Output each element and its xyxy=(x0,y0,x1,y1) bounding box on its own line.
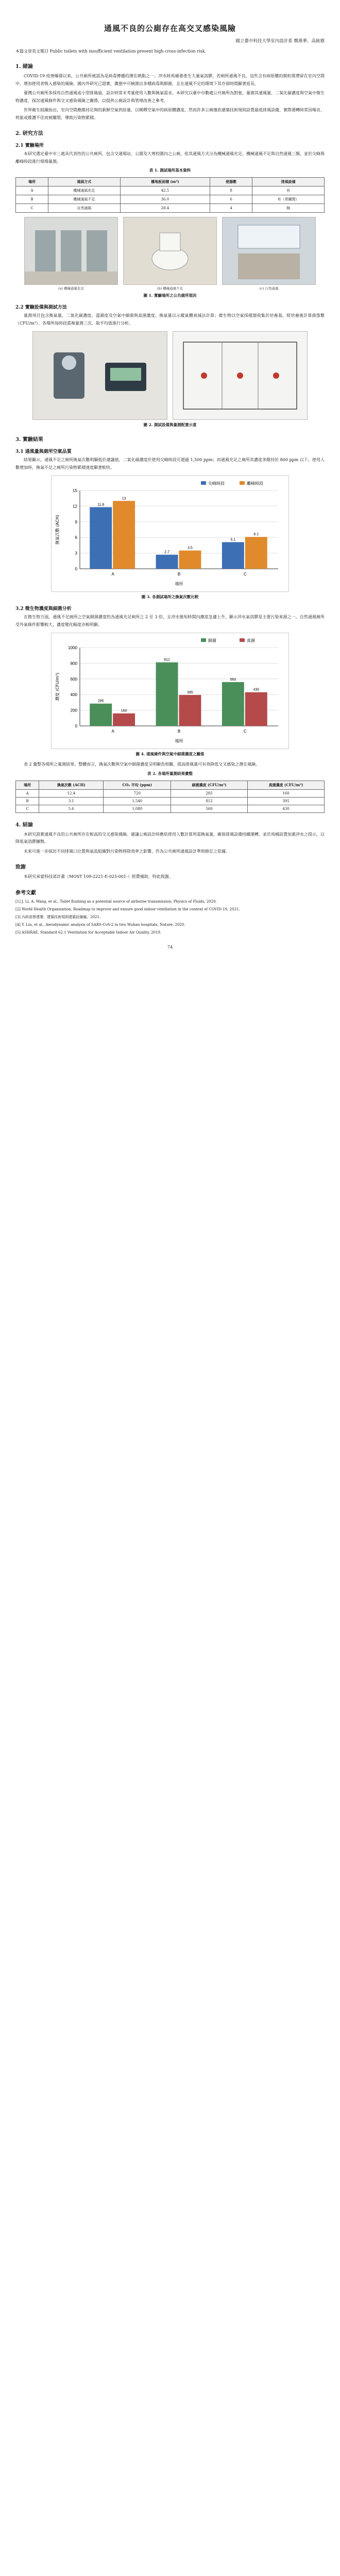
table-cell: 1,080 xyxy=(104,805,171,812)
table-header-cell: 通風方式 xyxy=(48,178,121,187)
paragraph: COVID-19 疫情爆發以來，公共廁所被認為是病毒傳播的潛在熱點之一。沖水時馬桶會產生大量氣溶膠，若廁所通風不良，這些含有病原體的微粒將滯留在室內空間中，增加使用者吸入感染的風險。國內外研究已證實，糞便中可檢測出多種病毒與細菌，且在通風不足的環境下其存留時間顯著延長。 xyxy=(15,74,325,86)
section-heading: 1. 緒論 xyxy=(15,64,33,70)
legend-label: 離峰時段 xyxy=(247,481,263,486)
bar xyxy=(90,507,112,569)
section-heading: 3. 實驗結果 xyxy=(15,437,43,443)
floor-plan-icon xyxy=(173,332,307,419)
data-label: 6.1 xyxy=(253,533,259,537)
y-tick-label: 15 xyxy=(73,488,77,493)
table-row xyxy=(16,204,325,213)
figure-2 xyxy=(15,331,325,428)
data-label: 11.8 xyxy=(97,503,105,507)
paragraph: 本研究選定臺中市三處具代表性的公共廁所，包含交通場站、公園及大專校園內之公廁，依其通風方式分為機械通風充足、機械通風不足與自然通風三類，並於尖峰與離峰時段進行現場量測。 xyxy=(15,151,325,164)
table-header-cell: 排風設備 xyxy=(252,178,325,187)
paper-title: 通風不良的公廁存在高交叉感染風險 xyxy=(104,24,236,33)
y-tick-label: 0 xyxy=(75,724,77,728)
x-axis-label: 場所 xyxy=(175,739,183,743)
figure-sub-caption: (b) 機械通風不足 xyxy=(157,286,183,291)
x-tick-label: C xyxy=(243,729,247,734)
y-tick-label: 9 xyxy=(75,519,77,524)
measurement-layout xyxy=(173,331,308,420)
legend-label: 尖峰時段 xyxy=(208,481,225,486)
reference-item: [2] World Health Organization, Roadmap to improve and ensure good indoor ventilation in the context of COVID-19, 2021. xyxy=(15,907,240,911)
bar xyxy=(179,551,201,569)
table-cell: 42.5 xyxy=(120,187,210,195)
bar xyxy=(113,714,135,726)
table-cell: A xyxy=(16,789,39,797)
paragraph: 臺灣公共廁所多採用自然通風或小型排風扇，設計時常未考量使用人數與換氣需求。本研究以臺中市數處公共廁所為對象，量測其通風量、二氧化碳濃度與空氣中微生物濃度，探討通風條件與交叉感染風險之關係，以提供公廁設計與管理改善之參考。 xyxy=(15,91,325,103)
data-label: 5.1 xyxy=(230,538,236,542)
paragraph: 本研究證實通風不良的公共廁所存在較高的交叉感染風險。建議公廁設計時應依使用人數計算所需換氣量，確保排風設備持續運轉，並於馬桶設置加蓋沖水之提示，以降低氣溶膠擴散。 xyxy=(15,832,325,844)
table-header-cell: CO₂ 平均 (ppm) xyxy=(104,781,171,789)
table-cell: 160 xyxy=(248,789,325,797)
paragraph: 在微生物方面，通風不足廁所之空氣細菌濃度約為通風充足廁所之 2 至 3 倍，且沖水後短時間內濃度急遽上升，顯示沖水氣溶膠是主要污染來源之一。自然通風廁所受外氣條件影響較大，濃度變化幅度亦較明顯。 xyxy=(15,615,325,627)
legend-swatch xyxy=(201,638,206,642)
restroom-icon xyxy=(25,217,117,284)
table-cell: 4 xyxy=(210,204,252,213)
bacteria-bar-chart xyxy=(52,633,288,747)
table-cell: 430 xyxy=(248,805,325,812)
y-axis-label: 換氣次數 (ACH) xyxy=(55,515,60,545)
table-header-cell: 真菌濃度 (CFU/m³) xyxy=(248,781,325,789)
figure-caption: 圖 2. 測試設備與量測配置示意 xyxy=(143,422,197,427)
data-label: 285 xyxy=(97,699,104,703)
y-tick-label: 200 xyxy=(70,708,77,713)
x-tick-label: A xyxy=(111,729,114,734)
subsection-heading: 3.2 微生物濃度與細菌分析 xyxy=(15,606,72,612)
table-cell: B xyxy=(16,195,48,204)
table-cell: 812 xyxy=(171,797,248,805)
toilet-photo-c xyxy=(222,217,316,285)
table-cell: 12.4 xyxy=(39,789,104,797)
table-cell: 無 xyxy=(252,204,325,213)
table-cell: A xyxy=(16,187,48,195)
table-cell: 8 xyxy=(210,187,252,195)
section-heading: 致謝 xyxy=(15,865,26,870)
section-heading: 2. 研究方法 xyxy=(15,131,43,137)
table-header-cell: 便器數 xyxy=(210,178,252,187)
results-table xyxy=(15,781,325,813)
table-row xyxy=(16,187,325,195)
data-label: 2.7 xyxy=(164,550,169,554)
restroom-icon xyxy=(124,217,216,284)
toilet-photo-a xyxy=(24,217,118,285)
figure-4 xyxy=(15,633,325,757)
bar xyxy=(222,682,244,726)
y-tick-label: 3 xyxy=(75,551,77,556)
equipment-photo xyxy=(32,331,167,420)
figure-sub-caption: (c) 自然通風 xyxy=(259,286,279,291)
x-tick-label: A xyxy=(111,572,114,577)
table-row xyxy=(16,805,325,812)
section-heading: 4. 結論 xyxy=(15,822,33,828)
table-row xyxy=(16,789,325,797)
bar xyxy=(90,704,112,726)
figure-1 xyxy=(15,217,325,298)
bar xyxy=(245,537,267,569)
english-title: 本篇文章英文題目 Public toilets with insufficient ventilation present high cross-infection risk. xyxy=(15,49,207,54)
y-tick-label: 0 xyxy=(75,567,77,571)
subsection-heading: 3.1 通風量與廁所空氣品質 xyxy=(15,449,72,454)
ach-bar-chart xyxy=(52,476,288,589)
bar xyxy=(156,663,178,726)
table-caption: 表 1. 測試場所基本資料 xyxy=(149,168,191,173)
section-heading: 參考文獻 xyxy=(15,890,36,896)
data-label: 430 xyxy=(253,688,260,692)
toilet-photo-b xyxy=(123,217,217,285)
legend-label: 真菌 xyxy=(247,638,255,643)
reference-list xyxy=(15,899,325,936)
table-cell: C xyxy=(16,805,39,812)
legend-swatch xyxy=(240,481,245,485)
paragraph: 結果顯示，通風不足之廁所換氣次數明顯低於建議值，二氧化碳濃度於使用尖峰時段可超過 1,500 ppm；而通風充足之廁所其濃度多維持於 800 ppm 以下。使用人數增加時，換氣不足之廁所污染物累積速度顯著較快。 xyxy=(15,457,325,470)
table-header-cell: 細菌濃度 (CFU/m³) xyxy=(171,781,248,789)
table-cell: 28.4 xyxy=(120,204,210,213)
table-cell: 有 xyxy=(252,187,325,195)
legend-label: 細菌 xyxy=(208,638,216,643)
reference-item: [5] ASHRAE, Standard 62.1 Ventilation for Acceptable Indoor Air Quality, 2019. xyxy=(15,930,162,935)
bacteria-chart xyxy=(51,633,289,749)
table-cell: 有（常關閉） xyxy=(252,195,325,204)
table-row xyxy=(16,195,325,204)
data-label: 560 xyxy=(230,677,236,682)
table-cell: 機械通風不足 xyxy=(48,195,121,204)
x-tick-label: C xyxy=(243,572,247,577)
y-tick-label: 400 xyxy=(70,692,77,698)
table-cell: 1,540 xyxy=(104,797,171,805)
table-header-cell: 場所 xyxy=(16,781,39,789)
y-axis-label: 濃度 (CFU/m³) xyxy=(55,672,60,701)
bar xyxy=(222,542,244,569)
paragraph: 世界衛生組織指出，室內空間應維持足夠的新鮮空氣供給量，以稀釋空氣中的病原體濃度。然而許多公廁僅依建築技術規則設置最低排風設備，實際運轉時常因噪音、耗能或維護不佳而被關閉，導致污染物累積。 xyxy=(15,108,325,120)
data-label: 812 xyxy=(164,658,170,662)
table-row xyxy=(16,797,325,805)
figure-caption: 圖 4. 通風條件與空氣中細菌濃度之關係 xyxy=(135,752,205,756)
x-tick-label: B xyxy=(177,729,181,734)
y-tick-label: 1000 xyxy=(68,646,77,650)
y-tick-label: 800 xyxy=(70,661,77,666)
document-page xyxy=(15,0,325,964)
data-label: 13 xyxy=(122,497,126,501)
bar xyxy=(245,692,267,726)
table-cell: 5.6 xyxy=(39,805,104,812)
table-cell: 機械通風充足 xyxy=(48,187,121,195)
table-cell: 395 xyxy=(248,797,325,805)
table-header-cell: 場所 xyxy=(16,178,48,187)
reference-item: [4] Y. Liu, et al., Aerodynamic analysis of SARS-CoV-2 in two Wuhan hospitals, Nature, 2020. xyxy=(15,922,185,927)
data-label: 395 xyxy=(187,690,193,694)
paragraph: 本研究承蒙科技部計畫（MOST 109-2221-E-025-001-）經費補助，特此致謝。 xyxy=(24,874,173,879)
paragraph: 量測項目包含換氣量、二氧化碳濃度、溫濕度及空氣中細菌與真菌濃度。換氣量以示蹤氣體衰減法計算；微生物以空氣採樣器收集於培養基，經培養後計算菌落數（CFU/m³）。各場所每時段重複量測三次，取平均值進行分析。 xyxy=(15,313,325,326)
bar xyxy=(156,555,178,569)
figure-caption: 圖 1. 實驗場所之公共廁所現況 xyxy=(143,293,197,298)
table-header-cell: 換氣次數 (ACH) xyxy=(39,781,104,789)
bar xyxy=(113,501,135,569)
reference-item: [1] J. Li, A. Wang, et al., Toilet flushing as a potential source of airborne transmission, Physics of Fluids, 2020. xyxy=(15,899,217,904)
restroom-icon xyxy=(223,217,315,284)
reference-item: [3] 內政部營建署，建築技術規則建築設備編，2021。 xyxy=(15,914,103,919)
table-cell: 285 xyxy=(171,789,248,797)
table-cell: C xyxy=(16,204,48,213)
page-number: 74 xyxy=(167,944,173,950)
table-cell: 720 xyxy=(104,789,171,797)
table-cell: 3.1 xyxy=(39,797,104,805)
table-cell: 560 xyxy=(171,805,248,812)
data-label: 160 xyxy=(121,709,127,713)
legend-swatch xyxy=(240,638,245,642)
table-caption: 表 2. 各場所量測結果彙整 xyxy=(147,771,193,776)
x-axis-label: 場所 xyxy=(175,582,183,586)
site-table xyxy=(15,177,325,213)
table-header-cell: 樓地板面積 (m²) xyxy=(120,178,210,187)
table-cell: 6 xyxy=(210,195,252,204)
ach-chart xyxy=(51,476,289,592)
figure-sub-caption: (a) 機械通風充足 xyxy=(58,286,84,291)
y-tick-label: 6 xyxy=(75,535,77,540)
figure-3 xyxy=(15,476,325,600)
subsection-heading: 2.2 實驗設備與測試方法 xyxy=(15,305,67,310)
bar xyxy=(179,695,201,726)
data-label: 3.5 xyxy=(188,546,193,550)
air-sampler-icon xyxy=(33,332,167,419)
subsection-heading: 2.1 實驗場所 xyxy=(15,143,44,148)
table-cell: 自然通風 xyxy=(48,204,121,213)
author-line: 國立臺中科技大學室內設計系 鄭燕華、高鉉德 xyxy=(235,39,325,44)
x-tick-label: B xyxy=(177,572,181,577)
figure-caption: 圖 3. 各測試場所之換氣次數比較 xyxy=(141,595,199,599)
y-tick-label: 600 xyxy=(70,676,77,682)
table-cell: 36.0 xyxy=(120,195,210,204)
paragraph: 未來可進一步探討不同排風口位置與氣流組織對污染物移除效率之影響，作為公共廁所通風設計準則修訂之依據。 xyxy=(24,849,230,854)
paragraph: 表 2 彙整各場所之量測結果。整體而言，換氣次數與空氣中細菌濃度呈明顯負相關，提高排風量可有效降低交叉感染之潛在風險。 xyxy=(24,762,260,767)
table-cell: B xyxy=(16,797,39,805)
y-tick-label: 12 xyxy=(73,504,77,509)
legend-swatch xyxy=(201,481,206,485)
